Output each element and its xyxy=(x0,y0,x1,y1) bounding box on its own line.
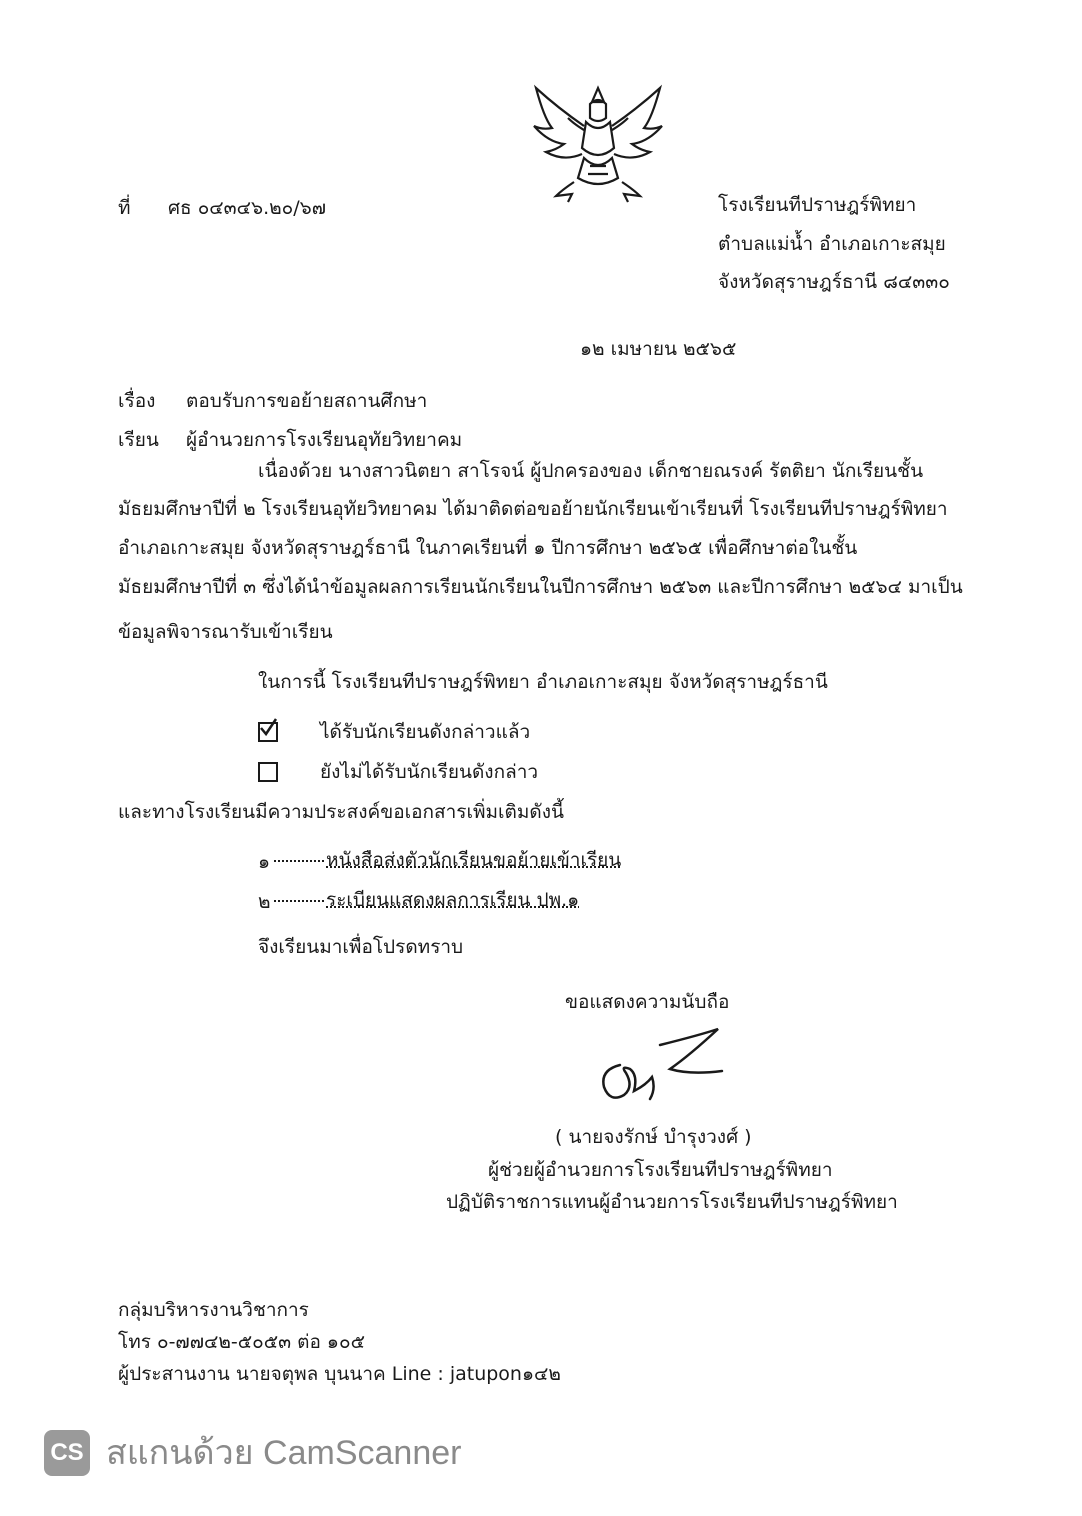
not-accepted-checkbox[interactable] xyxy=(258,762,278,782)
accepted-option-label: ได้รับนักเรียนดังกล่าวแล้ว xyxy=(320,721,531,743)
body-line-3: อำเภอเกาะสมุย จังหวัดสุราษฎร์ธานี ในภาคเรียนที่ ๑ ปีการศึกษา ๒๕๖๕ เพื่อศึกษาต่อในชั้น xyxy=(118,537,858,559)
body-line-4: มัธยมศึกษาปีที่ ๓ ซึ่งได้นำข้อมูลผลการเรียนนักเรียนในปีการศึกษา ๒๕๖๓ และปีการศึกษา ๒๕๖๔ มาเป็น xyxy=(118,576,963,598)
signer-position-2: ปฏิบัติราชการแทนผู้อำนวยการโรงเรียนทีปราษฎร์พิทยา xyxy=(446,1191,898,1213)
reference-label: ที่ xyxy=(118,197,131,219)
address-line-1: ตำบลแม่น้ำ อำเภอเกาะสมุย xyxy=(718,233,946,255)
address-line-2: จังหวัดสุราษฎร์ธานี ๘๔๓๓๐ xyxy=(718,271,950,293)
document-1-number: ๑ xyxy=(258,851,271,873)
subject-text: ตอบรับการขอย้ายสถานศึกษา xyxy=(186,390,428,412)
footer-phone: โทร ๐-๗๗๔๒-๕๐๕๓ ต่อ ๑๐๕ xyxy=(118,1331,365,1353)
document-2-number: ๒ xyxy=(258,891,271,913)
document-2-text: ระเบียนแสดงผลการเรียน ปพ.๑ xyxy=(326,889,580,911)
signer-name: ( นายจงรักษ์ บำรุงวงศ์ ) xyxy=(555,1126,752,1148)
closing-line-1: จึงเรียนมาเพื่อโปรดทราบ xyxy=(258,936,464,958)
not-accepted-option-label: ยังไม่ได้รับนักเรียนดังกล่าว xyxy=(320,761,539,783)
body-line-6: ในการนี้ โรงเรียนทีปราษฎร์พิทยา อำเภอเกาะสมุย จังหวัดสุราษฎร์ธานี xyxy=(258,671,828,693)
camscanner-logo-icon: CS xyxy=(44,1430,90,1476)
reference-number: ศธ ๐๔๓๔๖.๒๐/๖๗ xyxy=(168,197,327,219)
document-1-dots xyxy=(274,860,324,862)
subject-label: เรื่อง xyxy=(118,390,156,412)
footer-contact: ผู้ประสานงาน นายจตุพล บุนนาค Line : jatupon๑๔๒ xyxy=(118,1363,561,1385)
recipient-label: เรียน xyxy=(118,429,159,451)
body-line-1: เนื่องด้วย นางสาวนิตยา สาโรจน์ ผู้ปกครองของ เด็กชายณรงค์ รัตติยา นักเรียนชั้น xyxy=(258,460,924,482)
school-name: โรงเรียนทีปราษฎร์พิทยา xyxy=(718,194,917,216)
signer-position-1: ผู้ช่วยผู้อำนวยการโรงเรียนทีปราษฎร์พิทยา xyxy=(488,1159,833,1181)
letter-date: ๑๒ เมษายน ๒๕๖๕ xyxy=(580,338,737,360)
checkmark-icon xyxy=(258,718,278,738)
document-2-dots xyxy=(274,900,324,902)
recipient-text: ผู้อำนวยการโรงเรียนอุทัยวิทยาคม xyxy=(186,429,463,451)
camscanner-watermark-text: สแกนด้วย CamScanner xyxy=(106,1434,462,1472)
body-line-5: ข้อมูลพิจารณารับเข้าเรียน xyxy=(118,621,333,643)
garuda-emblem-icon xyxy=(528,78,668,206)
closing-line-2: ขอแสดงความนับถือ xyxy=(565,991,730,1013)
signature-icon xyxy=(590,1025,730,1110)
footer-department: กลุ่มบริหารงานวิชาการ xyxy=(118,1299,309,1321)
accepted-checkbox[interactable] xyxy=(258,722,278,742)
body-line-2: มัธยมศึกษาปีที่ ๒ โรงเรียนอุทัยวิทยาคม ได้มาติดต่อขอย้ายนักเรียนเข้าเรียนที่ โรงเรียนทีปราษฎร์พิทยา xyxy=(118,498,948,520)
document-1-text: หนังสือส่งตัวนักเรียนขอย้ายเข้าเรียน xyxy=(326,849,622,871)
request-text: และทางโรงเรียนมีความประสงค์ขอเอกสารเพิ่มเติมดังนี้ xyxy=(118,801,565,823)
